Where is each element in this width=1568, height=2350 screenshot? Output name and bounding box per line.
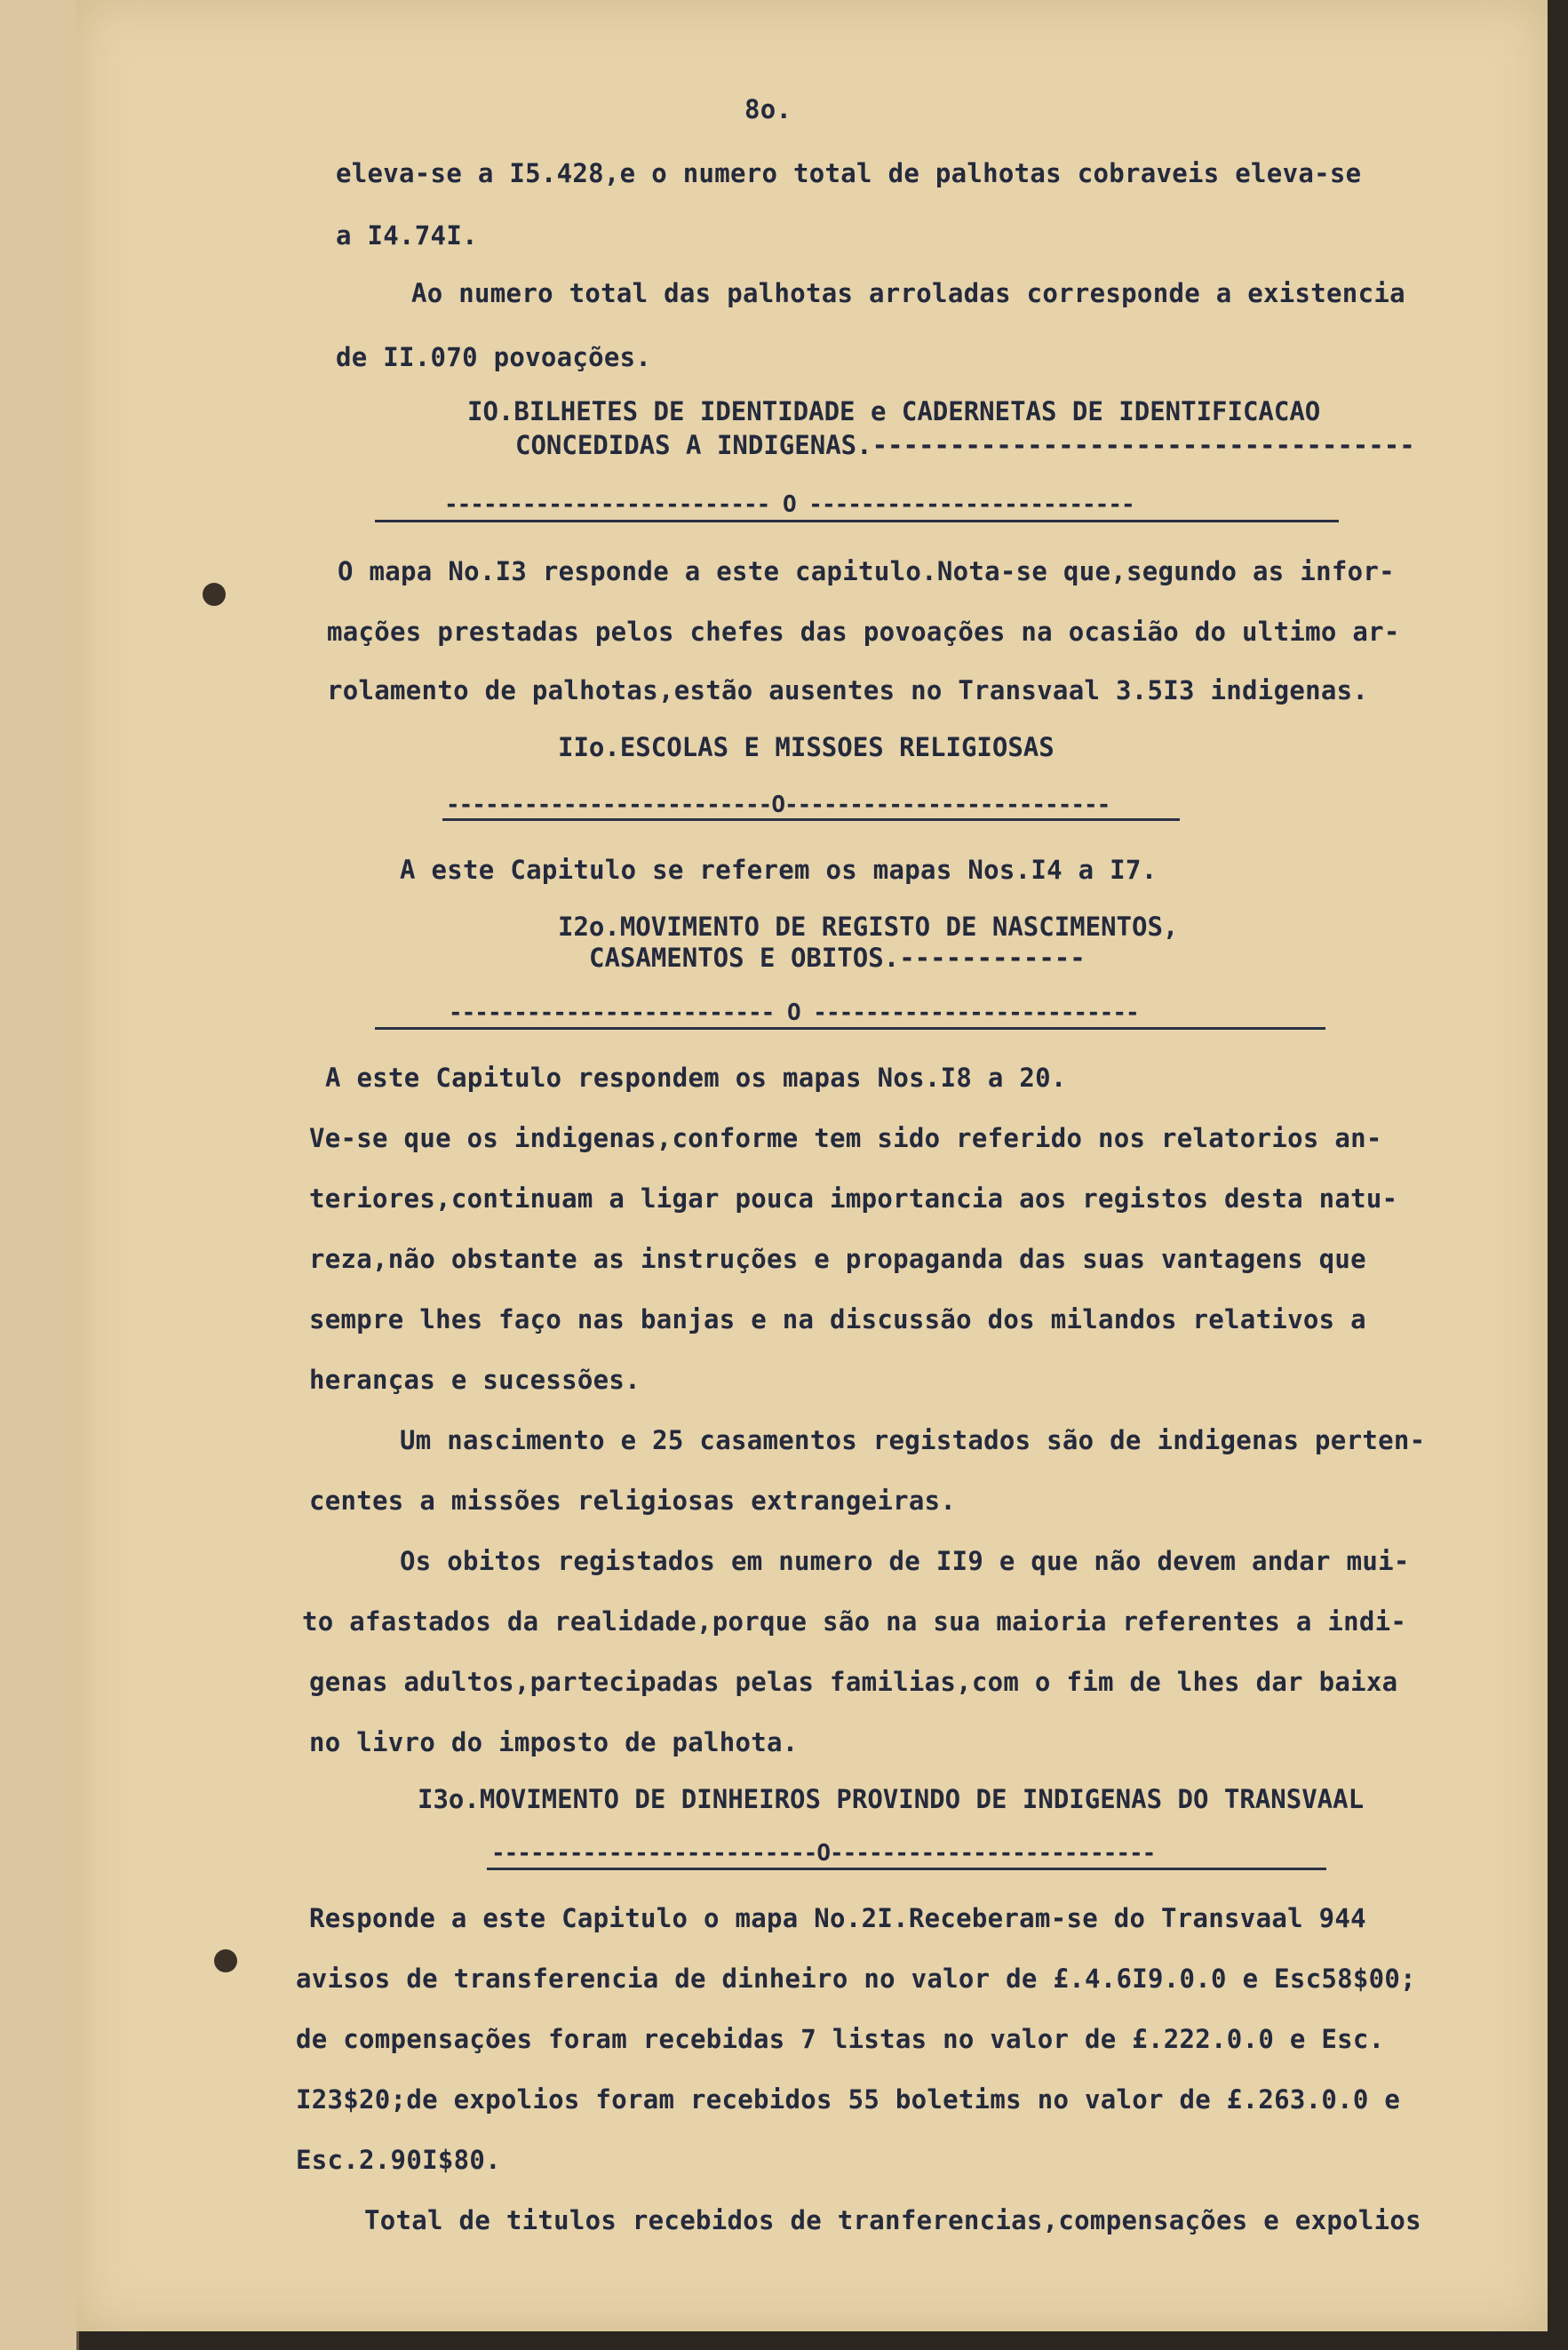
- text-line: A este Capitulo respondem os mapas Nos.I8 a 20.: [325, 1063, 1067, 1093]
- text-line: avisos de transferencia de dinheiro no valor de £.4.6I9.0.0 e Esc58$00;: [296, 1964, 1416, 1994]
- text-line: Esc.2.90I$80.: [296, 2145, 501, 2175]
- section-heading: IIo.ESCOLAS E MISSOES RELIGIOSAS: [558, 732, 1055, 762]
- text-line: O mapa No.I3 responde a este capitulo.Nota-se que,segundo as infor-: [338, 556, 1395, 586]
- left-page-edge: [0, 0, 79, 2350]
- text-line: a I4.74I.: [336, 220, 478, 251]
- divider-rule: [375, 1027, 1325, 1030]
- divider: ------------------------- O -------------------------: [449, 1000, 1139, 1026]
- text-line: no livro do imposto de palhota.: [309, 1727, 799, 1757]
- punch-hole: [203, 583, 226, 606]
- section-heading: I2o.MOVIMENTO DE REGISTO DE NASCIMENTOS,: [558, 912, 1179, 942]
- text-line: rolamento de palhotas,estão ausentes no Transvaal 3.5I3 indigenas.: [327, 675, 1369, 705]
- text-line: Um nascimento e 25 casamentos registados são de indigenas perten-: [400, 1425, 1426, 1455]
- section-heading: CONCEDIDAS A INDIGENAS.-----------------------------------: [515, 430, 1415, 460]
- divider-rule: [375, 520, 1339, 522]
- divider: -------------------------O-------------------------: [491, 1840, 1156, 1867]
- text-line: A este Capitulo se referem os mapas Nos.I4 a I7.: [400, 855, 1158, 885]
- text-line: teriores,continuam a ligar pouca importancia aos registos desta natu-: [309, 1183, 1398, 1214]
- section-heading: I3o.MOVIMENTO DE DINHEIROS PROVINDO DE INDIGENAS DO TRANSVAAL: [418, 1784, 1365, 1814]
- text-line: de compensações foram recebidas 7 listas no valor de £.222.0.0 e Esc.: [296, 2024, 1385, 2054]
- punch-hole: [214, 1949, 237, 1972]
- divider-rule: [487, 1868, 1326, 1870]
- text-line: Responde a este Capitulo o mapa No.2I.Receberam-se do Transvaal 944: [309, 1903, 1366, 1933]
- text-line: sempre lhes faço nas banjas e na discussão dos milandos relativos a: [309, 1304, 1366, 1334]
- text-line: eleva-se a I5.428,e o numero total de palhotas cobraveis eleva-se: [336, 158, 1362, 188]
- text-line: reza,não obstante as instruções e propaganda das suas vantagens que: [309, 1244, 1366, 1274]
- divider: ------------------------- O -------------------------: [444, 491, 1134, 518]
- divider: -------------------------O-------------------------: [446, 792, 1110, 818]
- text-line: Ao numero total das palhotas arroladas corresponde a existencia: [411, 278, 1405, 308]
- text-line: heranças e sucessões.: [309, 1365, 641, 1395]
- text-line: Total de titulos recebidos de tranferencias,compensações e expolios: [364, 2205, 1421, 2235]
- divider-rule: [442, 818, 1180, 821]
- section-heading: IO.BILHETES DE IDENTIDADE e CADERNETAS DE IDENTIFICACAO: [467, 396, 1321, 426]
- text-line: genas adultos,partecipadas pelas familias,com o fim de lhes dar baixa: [309, 1667, 1398, 1697]
- text-line: Os obitos registados em numero de II9 e que não devem andar mui-: [400, 1546, 1410, 1576]
- text-line: Ve-se que os indigenas,conforme tem sido referido nos relatorios an-: [309, 1123, 1382, 1153]
- text-line: to afastados da realidade,porque são na sua maioria referentes a indi-: [302, 1606, 1407, 1637]
- text-line: mações prestadas pelos chefes das povoações na ocasião do ultimo ar-: [327, 617, 1400, 647]
- text-line: de II.070 povoações.: [336, 342, 652, 372]
- section-heading: CASAMENTOS E OBITOS.------------: [589, 943, 1086, 973]
- text-line: centes a missões religiosas extrangeiras.: [309, 1486, 957, 1516]
- page-number: 8o.: [744, 94, 792, 124]
- text-line: I23$20;de expolios foram recebidos 55 boletims no valor de £.263.0.0 e: [296, 2084, 1401, 2115]
